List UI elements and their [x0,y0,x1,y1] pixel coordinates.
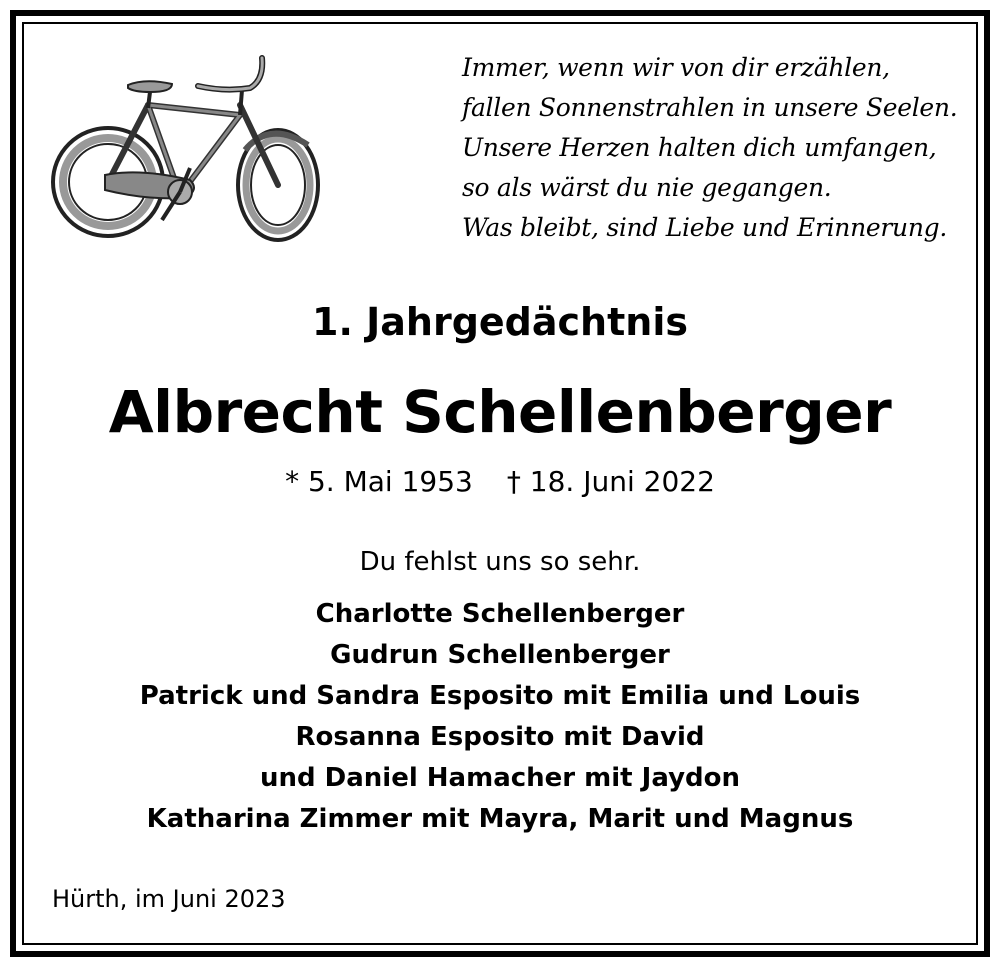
poem [462,48,962,248]
family-list [0,594,1000,840]
poem-line: Unsere Herzen halten dich umfangen, [462,133,937,162]
poem-line: Immer, wenn wir von dir erzählen, [462,53,890,82]
deceased-name: Albrecht Schellenberger [108,378,892,446]
poem-line: fallen Sonnenstrahlen in unsere Seelen. [462,93,958,122]
birth-date: * 5. Mai 1953 [285,465,473,498]
place-date: Hürth, im Juni 2023 [52,885,286,913]
message: Du fehlst uns so sehr. [359,547,641,577]
family-member: Gudrun Schellenberger [330,640,670,670]
family-member: Rosanna Esposito mit David [295,722,705,752]
bicycle-icon [50,50,325,245]
life-dates [0,462,1000,502]
family-member: Charlotte Schellenberger [315,599,685,629]
family-member: Patrick und Sandra Esposito mit Emilia und Louis [139,681,861,711]
anniversary-heading: 1. Jahrgedächtnis [312,300,688,344]
family-member: und Daniel Hamacher mit Jaydon [259,763,741,793]
poem-line: so als wärst du nie gegangen. [462,173,832,202]
poem-line: Was bleibt, sind Liebe und Erinnerung. [462,213,947,242]
family-member: Katharina Zimmer mit Mayra, Marit und Magnus [146,804,854,834]
death-date: † 18. Juni 2022 [506,465,715,498]
